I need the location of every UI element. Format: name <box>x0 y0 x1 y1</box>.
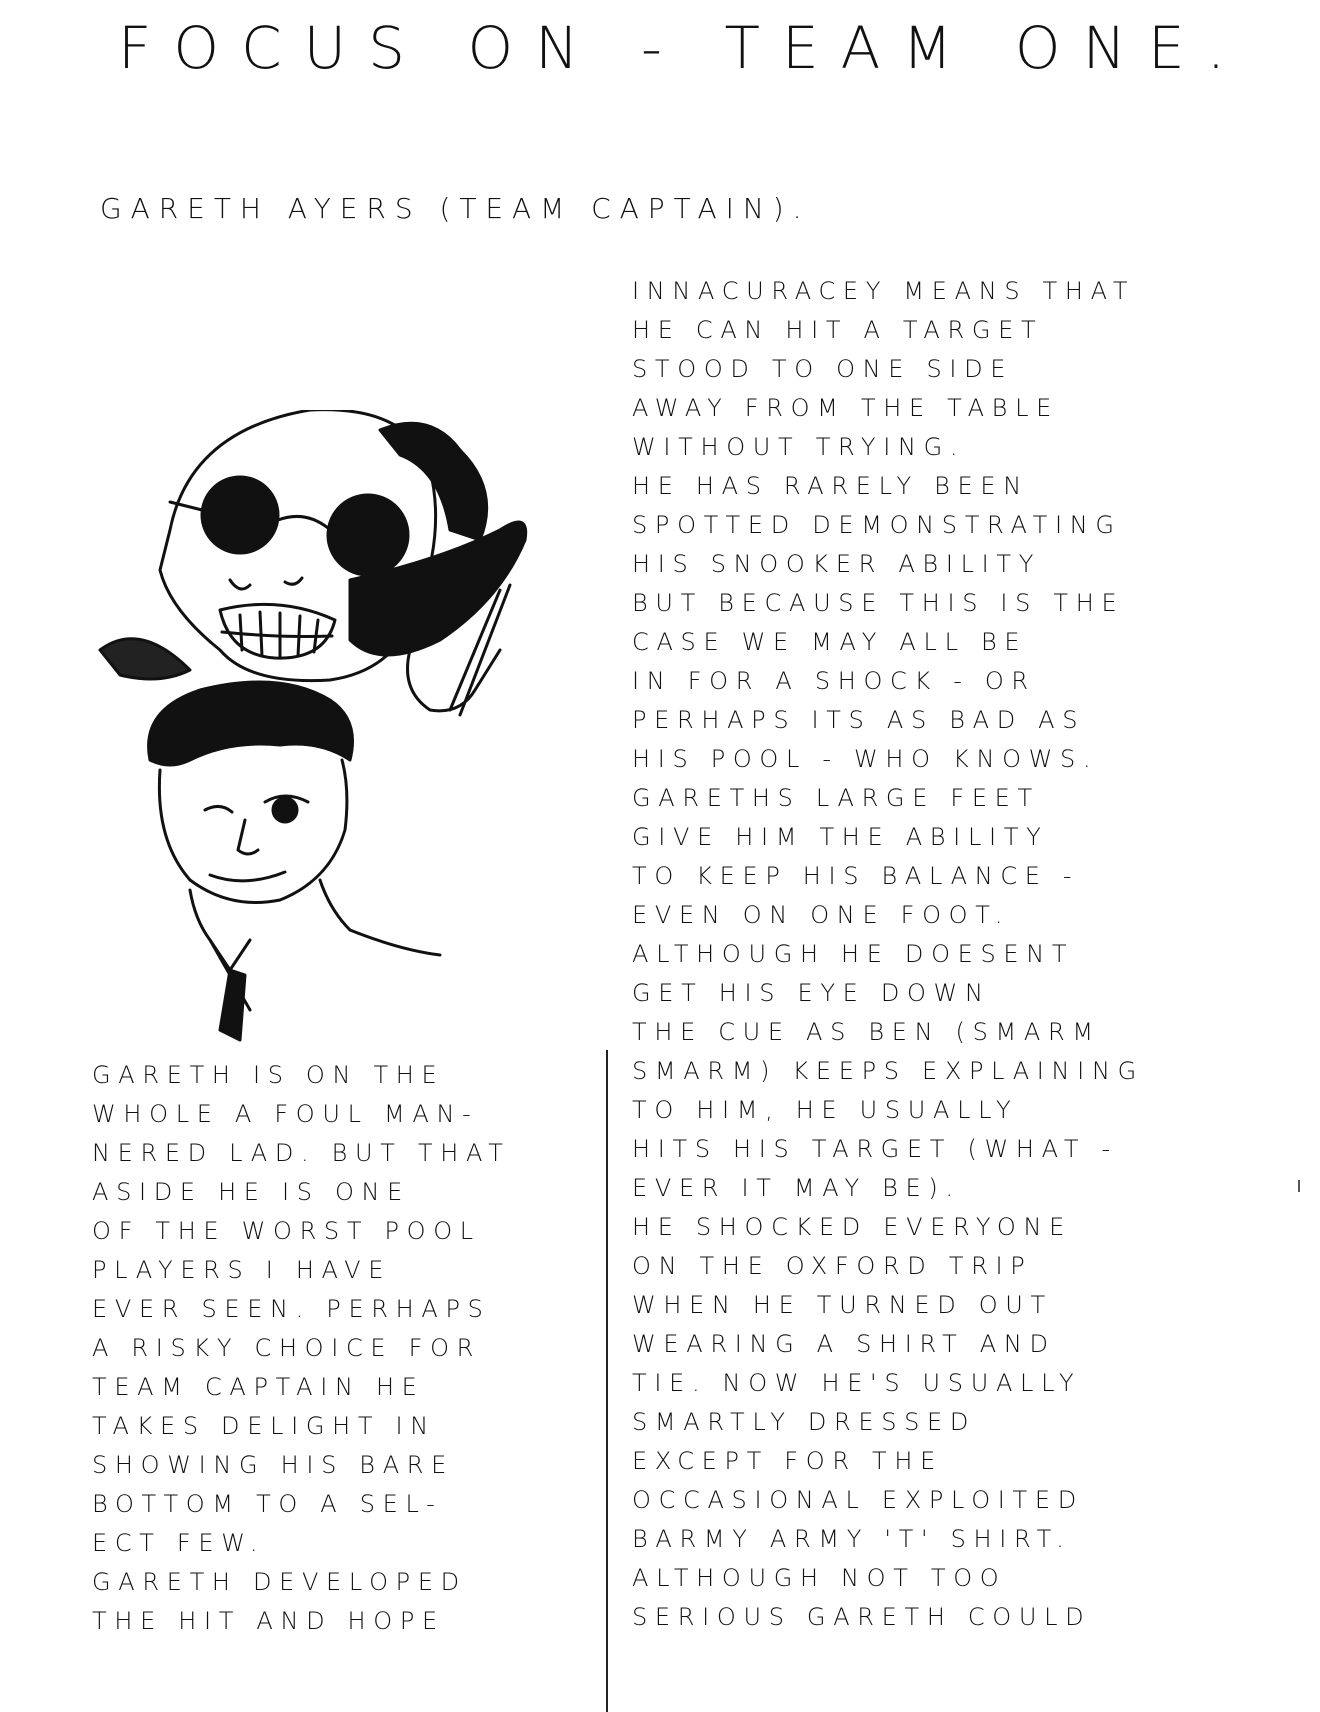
text-line: BARMY ARMY 'T' SHIRT. <box>632 1525 1072 1553</box>
text-line: GARETH IS ON THE <box>92 1061 445 1089</box>
text-line: STOOD TO ONE SIDE <box>632 355 1014 383</box>
text-line: OF THE WORST POOL <box>92 1217 481 1245</box>
text-line: GET HIS EYE DOWN <box>632 979 991 1007</box>
text-line: AWAY FROM THE TABLE <box>632 394 1059 422</box>
text-line: SHOWING HIS BARE <box>92 1451 455 1479</box>
text-line: ALTHOUGH HE DOESENT <box>632 940 1075 968</box>
text-line: TO KEEP HIS BALANCE - <box>632 862 1080 890</box>
text-line: HE HAS RARELY BEEN <box>632 472 1029 500</box>
text-line: ASIDE HE IS ONE <box>92 1178 410 1206</box>
text-line: SERIOUS GARETH COULD <box>632 1603 1092 1631</box>
text-line: ECT FEW. <box>92 1529 266 1557</box>
text-line: TEAM CAPTAIN HE <box>92 1373 425 1401</box>
text-line: PERHAPS ITS AS BAD AS <box>632 706 1086 734</box>
text-line: OCCASIONAL EXPLOITED <box>632 1486 1084 1514</box>
column-divider <box>606 1050 608 1712</box>
text-line: ON THE OXFORD TRIP <box>632 1252 1033 1280</box>
text-line: TIE. NOW HE'S USUALLY <box>632 1369 1082 1397</box>
text-line: HITS HIS TARGET (WHAT - <box>632 1135 1118 1163</box>
text-line: ALTHOUGH NOT TOO <box>632 1564 1007 1592</box>
text-line: HE CAN HIT A TARGET <box>632 316 1044 344</box>
text-line: THE HIT AND HOPE <box>92 1607 445 1635</box>
text-line: WHOLE A FOUL MAN- <box>92 1100 479 1128</box>
text-line: INNACURACEY MEANS THAT <box>632 277 1136 305</box>
text-line: WHEN HE TURNED OUT <box>632 1291 1053 1319</box>
text-line: GARETHS LARGE FEET <box>632 784 1040 812</box>
left-text-column <box>92 1056 612 1641</box>
text-line: SMARTLY DRESSED <box>632 1408 977 1436</box>
text-line: THE CUE AS BEN (SMARM <box>632 1018 1101 1046</box>
text-line: EVER IT MAY BE). <box>632 1174 961 1202</box>
right-text-column <box>632 272 1272 1637</box>
page-edge-mark <box>1298 1180 1300 1192</box>
text-line: BOTTOM TO A SEL- <box>92 1490 443 1518</box>
text-line: EVER SEEN. PERHAPS <box>92 1295 491 1323</box>
text-line: WITHOUT TRYING. <box>632 433 966 461</box>
text-line: EVEN ON ONE FOOT. <box>632 901 1011 929</box>
text-line: NERED LAD. BUT THAT <box>92 1139 511 1167</box>
text-line: IN FOR A SHOCK - OR <box>632 667 1036 695</box>
text-line: HIS POOL - WHO KNOWS. <box>632 745 1099 773</box>
text-line: CASE WE MAY ALL BE <box>632 628 1028 656</box>
text-line: GARETH DEVELOPED <box>92 1568 467 1596</box>
page-title: FOCUS ON - TEAM ONE. <box>118 14 1248 82</box>
text-line: GIVE HIM THE ABILITY <box>632 823 1049 851</box>
text-line: HIS SNOOKER ABILITY <box>632 550 1042 578</box>
text-line: BUT BECAUSE THIS IS THE <box>632 589 1125 617</box>
caricature-sketch-icon <box>80 410 580 1050</box>
text-line: SPOTTED DEMONSTRATING <box>632 511 1122 539</box>
text-line: EXCEPT FOR THE <box>632 1447 943 1475</box>
text-line: WEARING A SHIRT AND <box>632 1330 1056 1358</box>
section-heading: GARETH AYERS (TEAM CAPTAIN). <box>100 192 811 225</box>
text-line: TO HIM, HE USUALLY <box>632 1096 1019 1124</box>
text-line: TAKES DELIGHT IN <box>92 1412 436 1440</box>
text-line: SMARM) KEEPS EXPLAINING <box>632 1057 1144 1085</box>
text-line: HE SHOCKED EVERYONE <box>632 1213 1072 1241</box>
text-line: PLAYERS I HAVE <box>92 1256 392 1284</box>
text-line: A RISKY CHOICE FOR <box>92 1334 481 1362</box>
